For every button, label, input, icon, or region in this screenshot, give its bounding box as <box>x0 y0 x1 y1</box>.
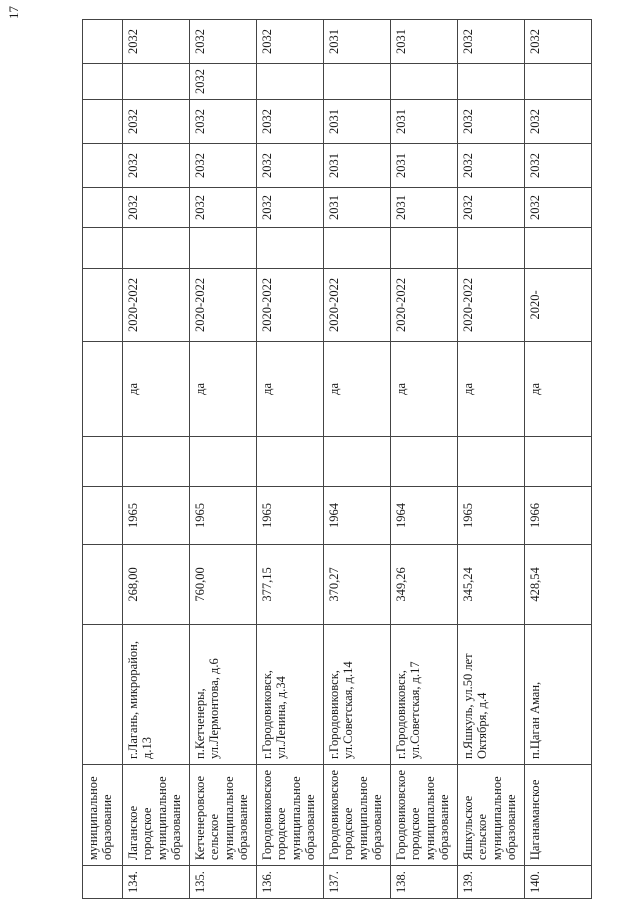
table-row <box>190 19 257 898</box>
cell-year: 1965 <box>257 486 324 544</box>
cell-municipality: Городовиковское городское муниципальное образование <box>391 764 458 865</box>
cell-col13 <box>257 63 324 99</box>
cell-num: 136. <box>257 866 324 899</box>
cell-col6 <box>324 436 391 486</box>
cell-period: 2020- <box>525 268 592 341</box>
cell-year: 1966 <box>525 486 592 544</box>
cell-num: 139. <box>458 866 525 899</box>
cell-period: 2020-2022 <box>324 268 391 341</box>
table-row <box>257 19 324 898</box>
cell-num: 135. <box>190 866 257 899</box>
cell-period <box>83 268 123 341</box>
cell-area: 428,54 <box>525 544 592 624</box>
cell-col10: 2031 <box>324 187 391 227</box>
cell-col10: 2032 <box>525 187 592 227</box>
cell-col10: 2031 <box>391 187 458 227</box>
cell-num: 137. <box>324 866 391 899</box>
cell-area: 345,24 <box>458 544 525 624</box>
cell-col9 <box>83 227 123 268</box>
cell-col6 <box>190 436 257 486</box>
cell-area: 377,15 <box>257 544 324 624</box>
cell-col12: 2032 <box>190 99 257 143</box>
cell-col10: 2032 <box>123 187 190 227</box>
cell-col12: 2032 <box>257 99 324 143</box>
cell-col14: 2032 <box>458 19 525 63</box>
cell-col11: 2031 <box>391 143 458 187</box>
cell-num: 134. <box>123 866 190 899</box>
cell-area: 370,27 <box>324 544 391 624</box>
cell-year: 1965 <box>190 486 257 544</box>
cell-municipality: Лаганское городское муниципальное образование <box>123 764 190 865</box>
cell-period: 2020-2022 <box>257 268 324 341</box>
cell-col14: 2032 <box>123 19 190 63</box>
cell-period: 2020-2022 <box>391 268 458 341</box>
cell-municipality: Яшкульское сельское муниципальное образование <box>458 764 525 865</box>
cell-col6 <box>123 436 190 486</box>
cell-address: г.Лагань, микрорайон, д.13 <box>123 624 190 764</box>
cell-flag: да <box>190 341 257 436</box>
cell-col11 <box>83 143 123 187</box>
cell-flag: да <box>324 341 391 436</box>
cell-year: 1964 <box>324 486 391 544</box>
cell-col10 <box>83 187 123 227</box>
cell-address: п.Яшкуль, ул.50 лет Октября, д.4 <box>458 624 525 764</box>
cell-flag: да <box>458 341 525 436</box>
cell-col11: 2032 <box>123 143 190 187</box>
cell-address: г.Городовиковск, ул.Ленина, д.34 <box>257 624 324 764</box>
cell-col9 <box>391 227 458 268</box>
cell-address <box>83 624 123 764</box>
page-number: 17 <box>6 6 21 19</box>
cell-col6 <box>257 436 324 486</box>
cell-col12: 2032 <box>525 99 592 143</box>
cell-col14: 2032 <box>525 19 592 63</box>
cell-municipality: Городовиковское городское муниципальное образование <box>324 764 391 865</box>
cell-col9 <box>190 227 257 268</box>
cell-year: 1965 <box>458 486 525 544</box>
cell-col9 <box>257 227 324 268</box>
cell-num: 138. <box>391 866 458 899</box>
cell-col13 <box>324 63 391 99</box>
buildings-table <box>82 19 592 899</box>
cell-year: 1965 <box>123 486 190 544</box>
cell-col11: 2031 <box>324 143 391 187</box>
table-row <box>391 19 458 898</box>
cell-col13 <box>458 63 525 99</box>
cell-municipality: Кетченеровское сельское муниципальное образование <box>190 764 257 865</box>
cell-address: п.Кетченеры, ул.Лермонтова, д.6 <box>190 624 257 764</box>
cell-year <box>83 486 123 544</box>
cell-col14: 2031 <box>391 19 458 63</box>
cell-col11: 2032 <box>257 143 324 187</box>
table-row <box>458 19 525 898</box>
cell-col6 <box>525 436 592 486</box>
cell-municipality: муниципальное образование <box>83 764 123 865</box>
table-row <box>324 19 391 898</box>
cell-col12: 2031 <box>391 99 458 143</box>
cell-col11: 2032 <box>190 143 257 187</box>
cell-area: 349,26 <box>391 544 458 624</box>
cell-col6 <box>83 436 123 486</box>
cell-col11: 2032 <box>525 143 592 187</box>
cell-area: 268,00 <box>123 544 190 624</box>
cell-address: п.Цаган Аман, <box>525 624 592 764</box>
cell-col9 <box>324 227 391 268</box>
cell-period: 2020-2022 <box>190 268 257 341</box>
cell-col9 <box>458 227 525 268</box>
cell-period: 2020-2022 <box>123 268 190 341</box>
cell-flag <box>83 341 123 436</box>
cell-col13: 2032 <box>190 63 257 99</box>
cell-col9 <box>525 227 592 268</box>
cell-col10: 2032 <box>190 187 257 227</box>
cell-flag: да <box>525 341 592 436</box>
cell-flag: да <box>123 341 190 436</box>
table-row <box>525 19 592 898</box>
cell-col13 <box>391 63 458 99</box>
cell-num: 140. <box>525 866 592 899</box>
cell-col12: 2031 <box>324 99 391 143</box>
cell-col13 <box>525 63 592 99</box>
cell-col11: 2032 <box>458 143 525 187</box>
cell-address: г.Городовиковск, ул.Советская, д.17 <box>391 624 458 764</box>
cell-num <box>83 866 123 899</box>
cell-col14: 2032 <box>257 19 324 63</box>
cell-col14: 2032 <box>190 19 257 63</box>
cell-address: г.Городовиковск, ул.Советская, д.14 <box>324 624 391 764</box>
cell-year: 1964 <box>391 486 458 544</box>
cell-flag: да <box>391 341 458 436</box>
cell-area <box>83 544 123 624</box>
table-row <box>123 19 190 898</box>
table-body <box>83 19 592 898</box>
cell-col12: 2032 <box>123 99 190 143</box>
cell-col12: 2032 <box>458 99 525 143</box>
cell-col10: 2032 <box>458 187 525 227</box>
table-row-continued-header <box>83 19 123 898</box>
cell-flag: да <box>257 341 324 436</box>
cell-col10: 2032 <box>257 187 324 227</box>
cell-col13 <box>123 63 190 99</box>
cell-municipality: Городовиковское городское муниципальное образование <box>257 764 324 865</box>
cell-col14 <box>83 19 123 63</box>
cell-col6 <box>458 436 525 486</box>
cell-municipality: Цаганаманское <box>525 764 592 865</box>
cell-col14: 2031 <box>324 19 391 63</box>
cell-col9 <box>123 227 190 268</box>
cell-col13 <box>83 63 123 99</box>
cell-col12 <box>83 99 123 143</box>
cell-period: 2020-2022 <box>458 268 525 341</box>
cell-col6 <box>391 436 458 486</box>
cell-area: 760,00 <box>190 544 257 624</box>
